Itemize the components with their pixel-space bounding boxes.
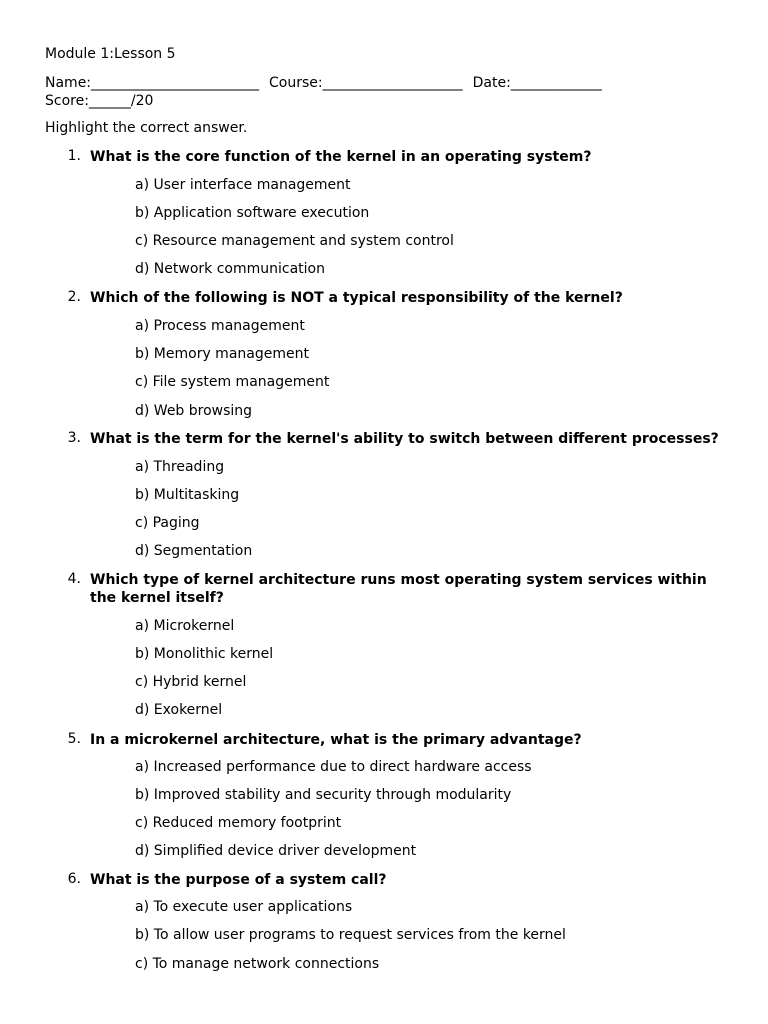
answer-option[interactable]: a) Increased performance due to direct hardware access	[135, 759, 532, 775]
module-lesson-title: Module 1:Lesson 5	[45, 46, 176, 62]
course-field[interactable]: Course:____________________	[269, 75, 463, 91]
answer-option[interactable]: a) To execute user applications	[135, 899, 353, 915]
question-number: 1.	[67, 148, 81, 164]
question-text: What is the core function of the kernel in an operating system?	[90, 149, 592, 165]
question-number: 3.	[67, 430, 81, 446]
answer-option[interactable]: a) Microkernel	[135, 618, 235, 634]
answer-option[interactable]: a) Process management	[135, 318, 305, 334]
answer-option[interactable]: b) Multitasking	[135, 487, 240, 503]
answer-option[interactable]: b) Monolithic kernel	[135, 646, 274, 662]
answer-option[interactable]: b) Memory management	[135, 346, 309, 362]
answer-option[interactable]: b) Application software execution	[135, 205, 370, 221]
answer-option[interactable]: d) Simplified device driver development	[135, 843, 417, 859]
question-text: In a microkernel architecture, what is the primary advantage?	[90, 732, 582, 748]
question-number: 6.	[67, 871, 81, 887]
question-text: What is the term for the kernel's ability to switch between different processes?	[90, 431, 719, 447]
question-text: Which of the following is NOT a typical responsibility of the kernel?	[90, 290, 623, 306]
answer-option[interactable]: a) Threading	[135, 459, 225, 475]
score-field[interactable]: Score:______/20	[45, 93, 154, 109]
answer-option[interactable]: d) Segmentation	[135, 543, 253, 559]
instructions: Highlight the correct answer.	[45, 120, 248, 136]
answer-option[interactable]: c) Paging	[135, 515, 200, 531]
question-text: What is the purpose of a system call?	[90, 872, 387, 888]
question-text: Which type of kernel architecture runs most operating system services within the kernel itself?	[90, 572, 707, 606]
date-field[interactable]: Date:_____________	[472, 75, 602, 91]
answer-option[interactable]: c) To manage network connections	[135, 956, 380, 972]
answer-option[interactable]: b) Improved stability and security through modularity	[135, 787, 512, 803]
name-field[interactable]: Name:________________________	[45, 75, 260, 91]
answer-option[interactable]: d) Network communication	[135, 261, 325, 277]
answer-option[interactable]: c) Resource management and system control	[135, 233, 454, 249]
answer-option[interactable]: b) To allow user programs to request services from the kernel	[135, 927, 566, 943]
question-number: 5.	[67, 731, 81, 747]
answer-option[interactable]: c) Reduced memory footprint	[135, 815, 342, 831]
answer-option[interactable]: d) Web browsing	[135, 403, 253, 419]
answer-option[interactable]: a) User interface management	[135, 177, 351, 193]
answer-option[interactable]: c) File system management	[135, 374, 330, 390]
question-number: 2.	[67, 289, 81, 305]
answer-option[interactable]: c) Hybrid kernel	[135, 674, 247, 690]
student-info-row	[45, 75, 602, 92]
question-number: 4.	[67, 571, 81, 587]
answer-option[interactable]: d) Exokernel	[135, 702, 223, 718]
